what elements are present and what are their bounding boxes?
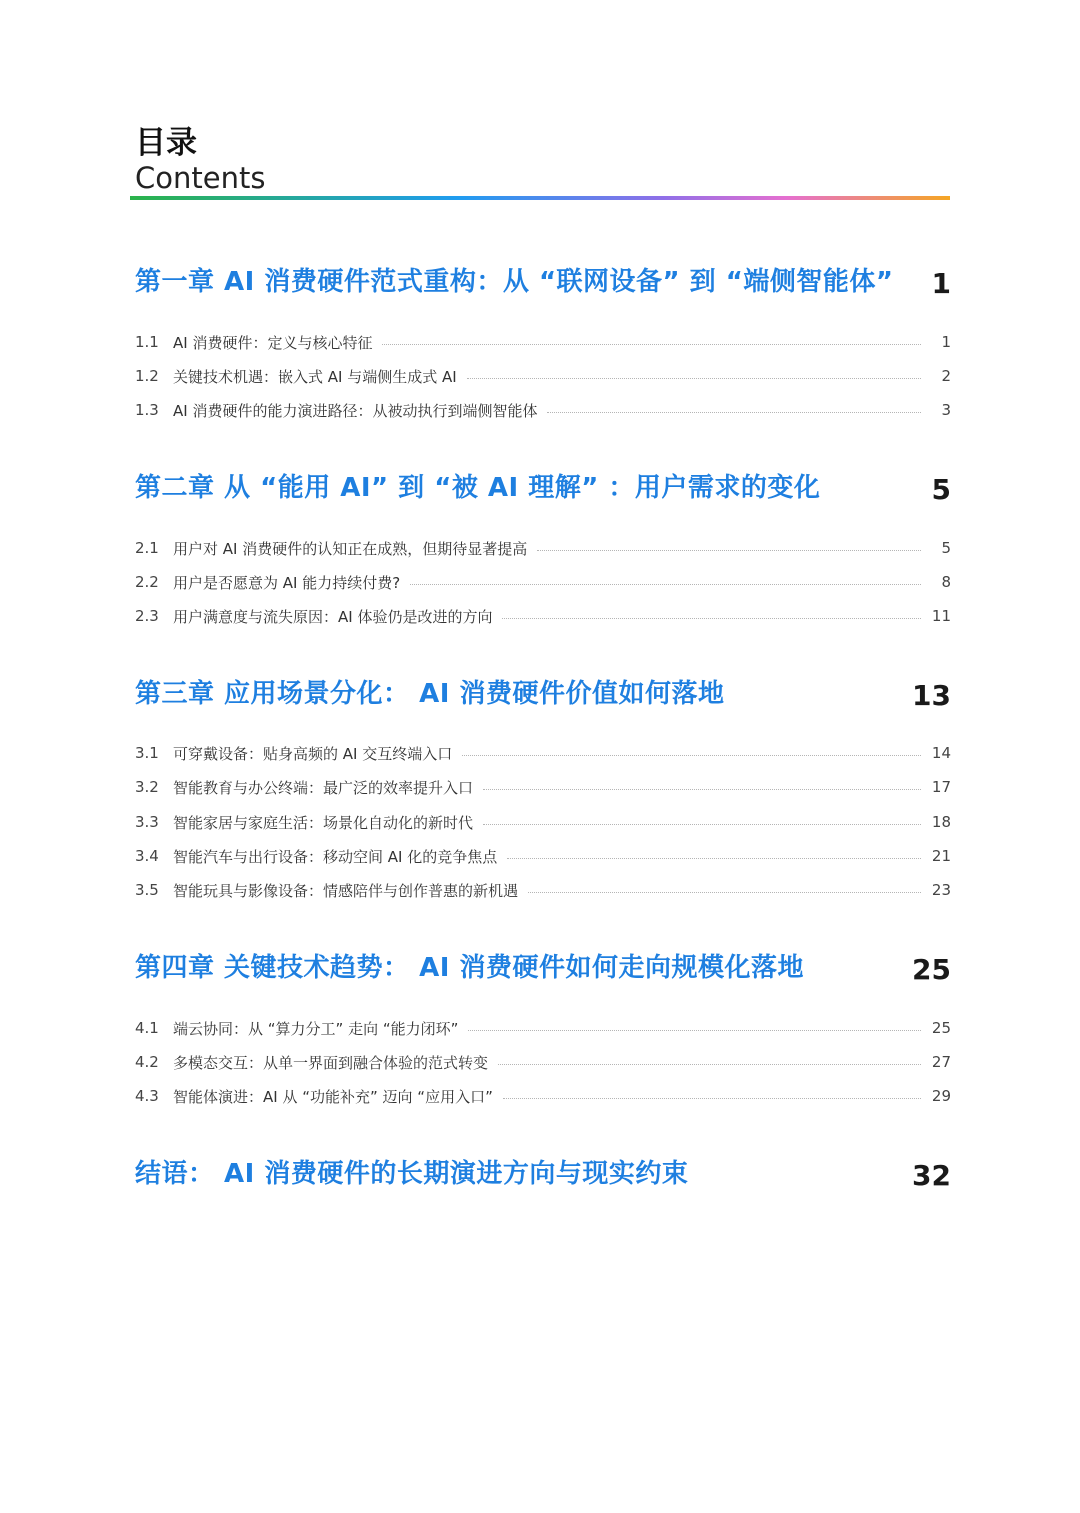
entry-title[interactable]: 用户是否愿意为 AI 能力持续付费?: [173, 573, 401, 592]
entry-title[interactable]: 智能汽车与出行设备：移动空间 AI 化的竞争焦点: [173, 847, 498, 866]
toc-entry-1-1[interactable]: [135, 330, 951, 354]
entry-title[interactable]: 用户满意度与流失原因：AI 体验仍是改进的方向: [173, 607, 493, 626]
dot-leader: [528, 891, 921, 893]
entry-number: 1.2: [135, 367, 159, 385]
chapter-page-number: 25: [912, 953, 951, 986]
dot-leader: [483, 788, 921, 790]
entry-title[interactable]: 端云协同：从 “算力分工” 走向 “能力闭环”: [173, 1019, 459, 1038]
toc-entry-3-3[interactable]: [135, 810, 951, 834]
entry-number: 2.1: [135, 539, 159, 557]
dot-leader: [537, 549, 921, 551]
chapter-title[interactable]: 第二章 从 “能用 AI” 到 “被 AI 理解” ：用户需求的变化: [135, 473, 821, 503]
entry-page-number: 18: [931, 813, 951, 831]
entry-number: 3.3: [135, 813, 159, 831]
entry-number: 2.2: [135, 573, 159, 591]
entry-number: 3.5: [135, 881, 159, 899]
entry-page-number: 21: [931, 847, 951, 865]
dot-leader: [382, 343, 921, 345]
entry-page-number: 27: [931, 1053, 951, 1071]
dot-leader: [483, 823, 921, 825]
chapter-title[interactable]: 第三章 应用场景分化： AI 消费硬件价值如何落地: [135, 679, 725, 709]
chapter-3[interactable]: [135, 674, 951, 714]
toc-title-en: Contents: [135, 161, 266, 195]
toc-entry-4-2[interactable]: [135, 1050, 951, 1074]
toc-entry-3-5[interactable]: [135, 878, 951, 902]
toc-entry-1-2[interactable]: [135, 364, 951, 388]
chapter-page-number: 32: [912, 1159, 951, 1192]
entry-title[interactable]: 智能体演进：AI 从 “功能补充” 迈向 “应用入口”: [173, 1087, 493, 1106]
entry-number: 4.3: [135, 1087, 159, 1105]
chapter-conclusion[interactable]: [135, 1154, 951, 1194]
dot-leader: [462, 754, 921, 756]
toc-entry-3-4[interactable]: [135, 844, 951, 868]
toc-entry-2-1[interactable]: [135, 536, 951, 560]
dot-leader: [410, 583, 921, 585]
toc-entry-2-2[interactable]: [135, 570, 951, 594]
entry-page-number: 3: [941, 401, 951, 419]
toc-entry-4-3[interactable]: [135, 1084, 951, 1108]
dot-leader: [498, 1063, 921, 1065]
entry-title[interactable]: 智能玩具与影像设备：情感陪伴与创作普惠的新机遇: [173, 881, 519, 900]
entry-page-number: 5: [941, 539, 951, 557]
toc-entry-3-1[interactable]: [135, 741, 951, 765]
chapter-1[interactable]: [135, 262, 951, 302]
entry-number: 3.4: [135, 847, 159, 865]
entry-page-number: 2: [941, 367, 951, 385]
entry-page-number: 17: [931, 778, 951, 796]
chapter-2[interactable]: [135, 468, 951, 508]
chapter-title[interactable]: 结语： AI 消费硬件的长期演进方向与现实约束: [135, 1159, 689, 1189]
entry-page-number: 29: [931, 1087, 951, 1105]
dot-leader: [547, 411, 921, 413]
entry-page-number: 23: [931, 881, 951, 899]
dot-leader: [503, 1097, 921, 1099]
chapter-page-number: 1: [931, 267, 951, 300]
chapter-title[interactable]: 第四章 关键技术趋势： AI 消费硬件如何走向规模化落地: [135, 953, 804, 983]
entry-page-number: 11: [931, 607, 951, 625]
entry-number: 4.1: [135, 1019, 159, 1037]
entry-number: 4.2: [135, 1053, 159, 1071]
entry-title[interactable]: AI 消费硬件：定义与核心特征: [173, 333, 373, 352]
dot-leader: [468, 1029, 921, 1031]
chapter-page-number: 5: [931, 473, 951, 506]
entry-page-number: 25: [931, 1019, 951, 1037]
toc-heading: [135, 125, 265, 195]
entry-number: 1.3: [135, 401, 159, 419]
dot-leader: [507, 857, 921, 859]
entry-number: 1.1: [135, 333, 159, 351]
entry-title[interactable]: 多模态交互：从单一界面到融合体验的范式转变: [173, 1053, 489, 1072]
entry-number: 3.2: [135, 778, 159, 796]
entry-title[interactable]: AI 消费硬件的能力演进路径：从被动执行到端侧智能体: [173, 401, 538, 420]
entry-title[interactable]: 可穿戴设备：贴身高频的 AI 交互终端入口: [173, 744, 453, 763]
entry-title[interactable]: 智能家居与家庭生活：场景化自动化的新时代: [173, 813, 474, 832]
chapter-title[interactable]: 第一章 AI 消费硬件范式重构：从 “联网设备” 到 “端侧智能体”: [135, 267, 894, 297]
entry-page-number: 1: [941, 333, 951, 351]
toc-entry-4-1[interactable]: [135, 1016, 951, 1040]
toc-title-zh: 目录: [135, 125, 197, 161]
chapter-4[interactable]: [135, 948, 951, 988]
entry-title[interactable]: 智能教育与办公终端：最广泛的效率提升入口: [173, 778, 474, 797]
toc-entry-3-2[interactable]: [135, 775, 951, 799]
chapter-page-number: 13: [912, 679, 951, 712]
toc-entry-1-3[interactable]: [135, 398, 951, 422]
toc-entry-2-3[interactable]: [135, 604, 951, 628]
entry-page-number: 14: [931, 744, 951, 762]
entry-title[interactable]: 用户对 AI 消费硬件的认知正在成熟，但期待显著提高: [173, 539, 528, 558]
dot-leader: [467, 377, 921, 379]
entry-number: 2.3: [135, 607, 159, 625]
dot-leader: [502, 617, 921, 619]
entry-title[interactable]: 关键技术机遇：嵌入式 AI 与端侧生成式 AI: [173, 367, 457, 386]
entry-page-number: 8: [941, 573, 951, 591]
gradient-divider: [130, 196, 950, 200]
entry-number: 3.1: [135, 744, 159, 762]
